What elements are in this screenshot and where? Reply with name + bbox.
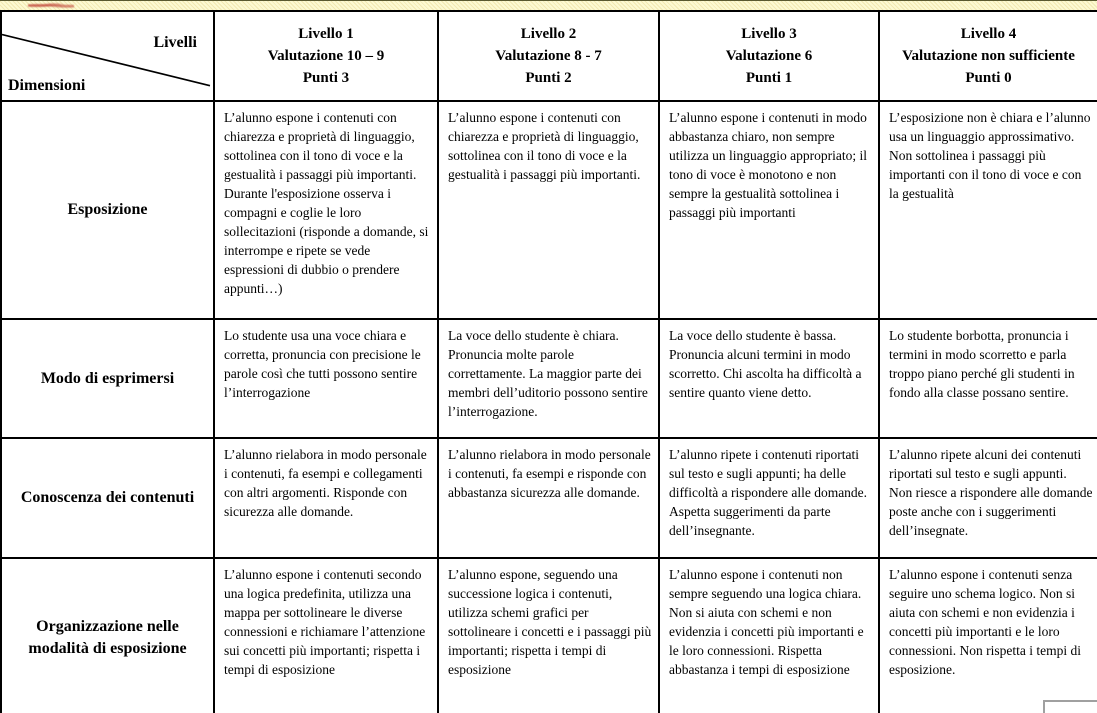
rubric-cell: L’alunno espone i contenuti non sempre seguendo una logica chiara. Non si aiuta con schemi e non evidenzia i concetti più importanti e le loro connessioni. Rispetta abbastanza i tempi di esposizione <box>659 558 879 713</box>
top-page-edge-strip <box>0 0 1097 10</box>
rubric-cell: L’esposizione non è chiara e l’alunno usa un linguaggio approssimativo. Non sottolinea i passaggi più importanti con il tono di voce e con la gestualità <box>879 101 1097 319</box>
rubric-cell: L’alunno espone i contenuti con chiarezza e proprietà di linguaggio, sottolinea con il tono di voce e la gestualità i passaggi più importanti. Durante l'esposizione osserva i compagni e coglie le loro sollecitazioni (risponde a domande, si interrompe e ripete se vede espressioni di dubbio o prendere appunti…) <box>214 101 438 319</box>
level-punti: Punti 1 <box>745 70 793 86</box>
table-row-modo-di-esprimersi <box>1 319 1097 438</box>
rubric-cell: Lo studente usa una voce chiara e corretta, pronuncia con precisione le parole così che tutti possono sentire l’interrogazione <box>214 319 438 438</box>
level-valutazione: Valutazione 10 – 9 <box>267 48 385 64</box>
level-name: Livello 3 <box>741 26 797 42</box>
column-header-livello-1 <box>214 11 438 101</box>
rubric-cell: L’alunno ripete i contenuti riportati sul testo e sugli appunti; ha delle difficoltà a rispondere alle domande. Aspetta suggerimenti da parte dell’insegnante. <box>659 438 879 558</box>
rubric-cell: L’alunno rielabora in modo personale i contenuti, fa esempi e risponde con abbastanza sicurezza alle domande. <box>438 438 659 558</box>
table-row-conoscenza-dei-contenuti <box>1 438 1097 558</box>
level-name: Livello 2 <box>520 26 577 42</box>
level-valutazione: Valutazione 8 - 7 <box>495 48 602 64</box>
rubric-cell: La voce dello studente è chiara. Pronuncia molte parole correttamente. La maggior parte dei membri dell’uditorio possono sentire l’interrogazione. <box>438 319 659 438</box>
row-label-organizzazione: Organizzazione nelle modalità di esposizione <box>1 558 214 713</box>
rubric-cell: L’alunno espone, seguendo una successione logica i contenuti, utilizza schemi grafici per sottolineare i concetti e i passaggi più importanti; rispetta i tempi di esposizione <box>438 558 659 713</box>
red-marks-decoration <box>28 2 74 9</box>
table-row-organizzazione <box>1 558 1097 713</box>
rubric-cell: L’alunno espone i contenuti con chiarezza e proprietà di linguaggio, sottolinea con il tono di voce e la gestualità i passaggi più importanti. <box>438 101 659 319</box>
rubric-cell: L’alunno espone i contenuti senza seguire uno schema logico. Non si aiuta con schemi e non evidenzia i concetti più importanti e le loro connessioni. Non rispetta i tempi di esposizione. <box>879 558 1097 713</box>
partial-white-box <box>1043 700 1097 713</box>
rubric-cell: L’alunno espone i contenuti secondo una logica predefinita, utilizza una mappa per sottolineare le diverse connessioni e richiamare l’attenzione sui concetti più importanti; rispetta i tempi di esposizione <box>214 558 438 713</box>
rubric-cell: Lo studente borbotta, pronuncia i termini in modo scorretto e parla troppo piano perché gli studenti in fondo alla classe possano sentire. <box>879 319 1097 438</box>
rubric-cell: La voce dello studente è bassa. Pronuncia alcuni termini in modo scorretto. Chi ascolta ha difficoltà a sentire quanto viene detto. <box>659 319 879 438</box>
rubric-cell: L’alunno rielabora in modo personale i contenuti, fa esempi e collegamenti con altri argomenti. Risponde con sicurezza alle domande. <box>214 438 438 558</box>
level-punti: Punti 2 <box>525 70 572 86</box>
level-punti: Punti 0 <box>965 70 1012 86</box>
header-row <box>1 11 1097 101</box>
level-valutazione: Valutazione 6 <box>725 48 813 64</box>
level-punti: Punti 3 <box>302 70 350 86</box>
corner-label-dimensioni: Dimensioni <box>8 77 86 94</box>
rubric-cell: L’alunno ripete alcuni dei contenuti riportati sul testo e sugli appunti. Non riesce a rispondere alle domande poste anche con i suggerimenti dell’insegnate. <box>879 438 1097 558</box>
rubric-cell: L’alunno espone i contenuti in modo abbastanza chiaro, non sempre utilizza un linguaggio appropriato; il tono di voce è monotono e non sempre la gestualità sottolinea i passaggi più importanti <box>659 101 879 319</box>
level-name: Livello 4 <box>960 26 1017 42</box>
row-label-conoscenza-dei-contenuti: Conoscenza dei contenuti <box>1 438 214 558</box>
corner-cell <box>1 11 214 101</box>
table-row-esposizione <box>1 101 1097 319</box>
corner-label-livelli: Livelli <box>153 34 197 51</box>
row-label-modo-di-esprimersi: Modo di esprimersi <box>1 319 214 438</box>
column-header-livello-3 <box>659 11 879 101</box>
column-header-livello-4 <box>879 11 1097 101</box>
level-name: Livello 1 <box>298 26 354 42</box>
column-header-livello-2 <box>438 11 659 101</box>
evaluation-rubric-table <box>0 10 1097 713</box>
level-valutazione: Valutazione non sufficiente <box>902 48 1075 64</box>
row-label-esposizione: Esposizione <box>1 101 214 319</box>
